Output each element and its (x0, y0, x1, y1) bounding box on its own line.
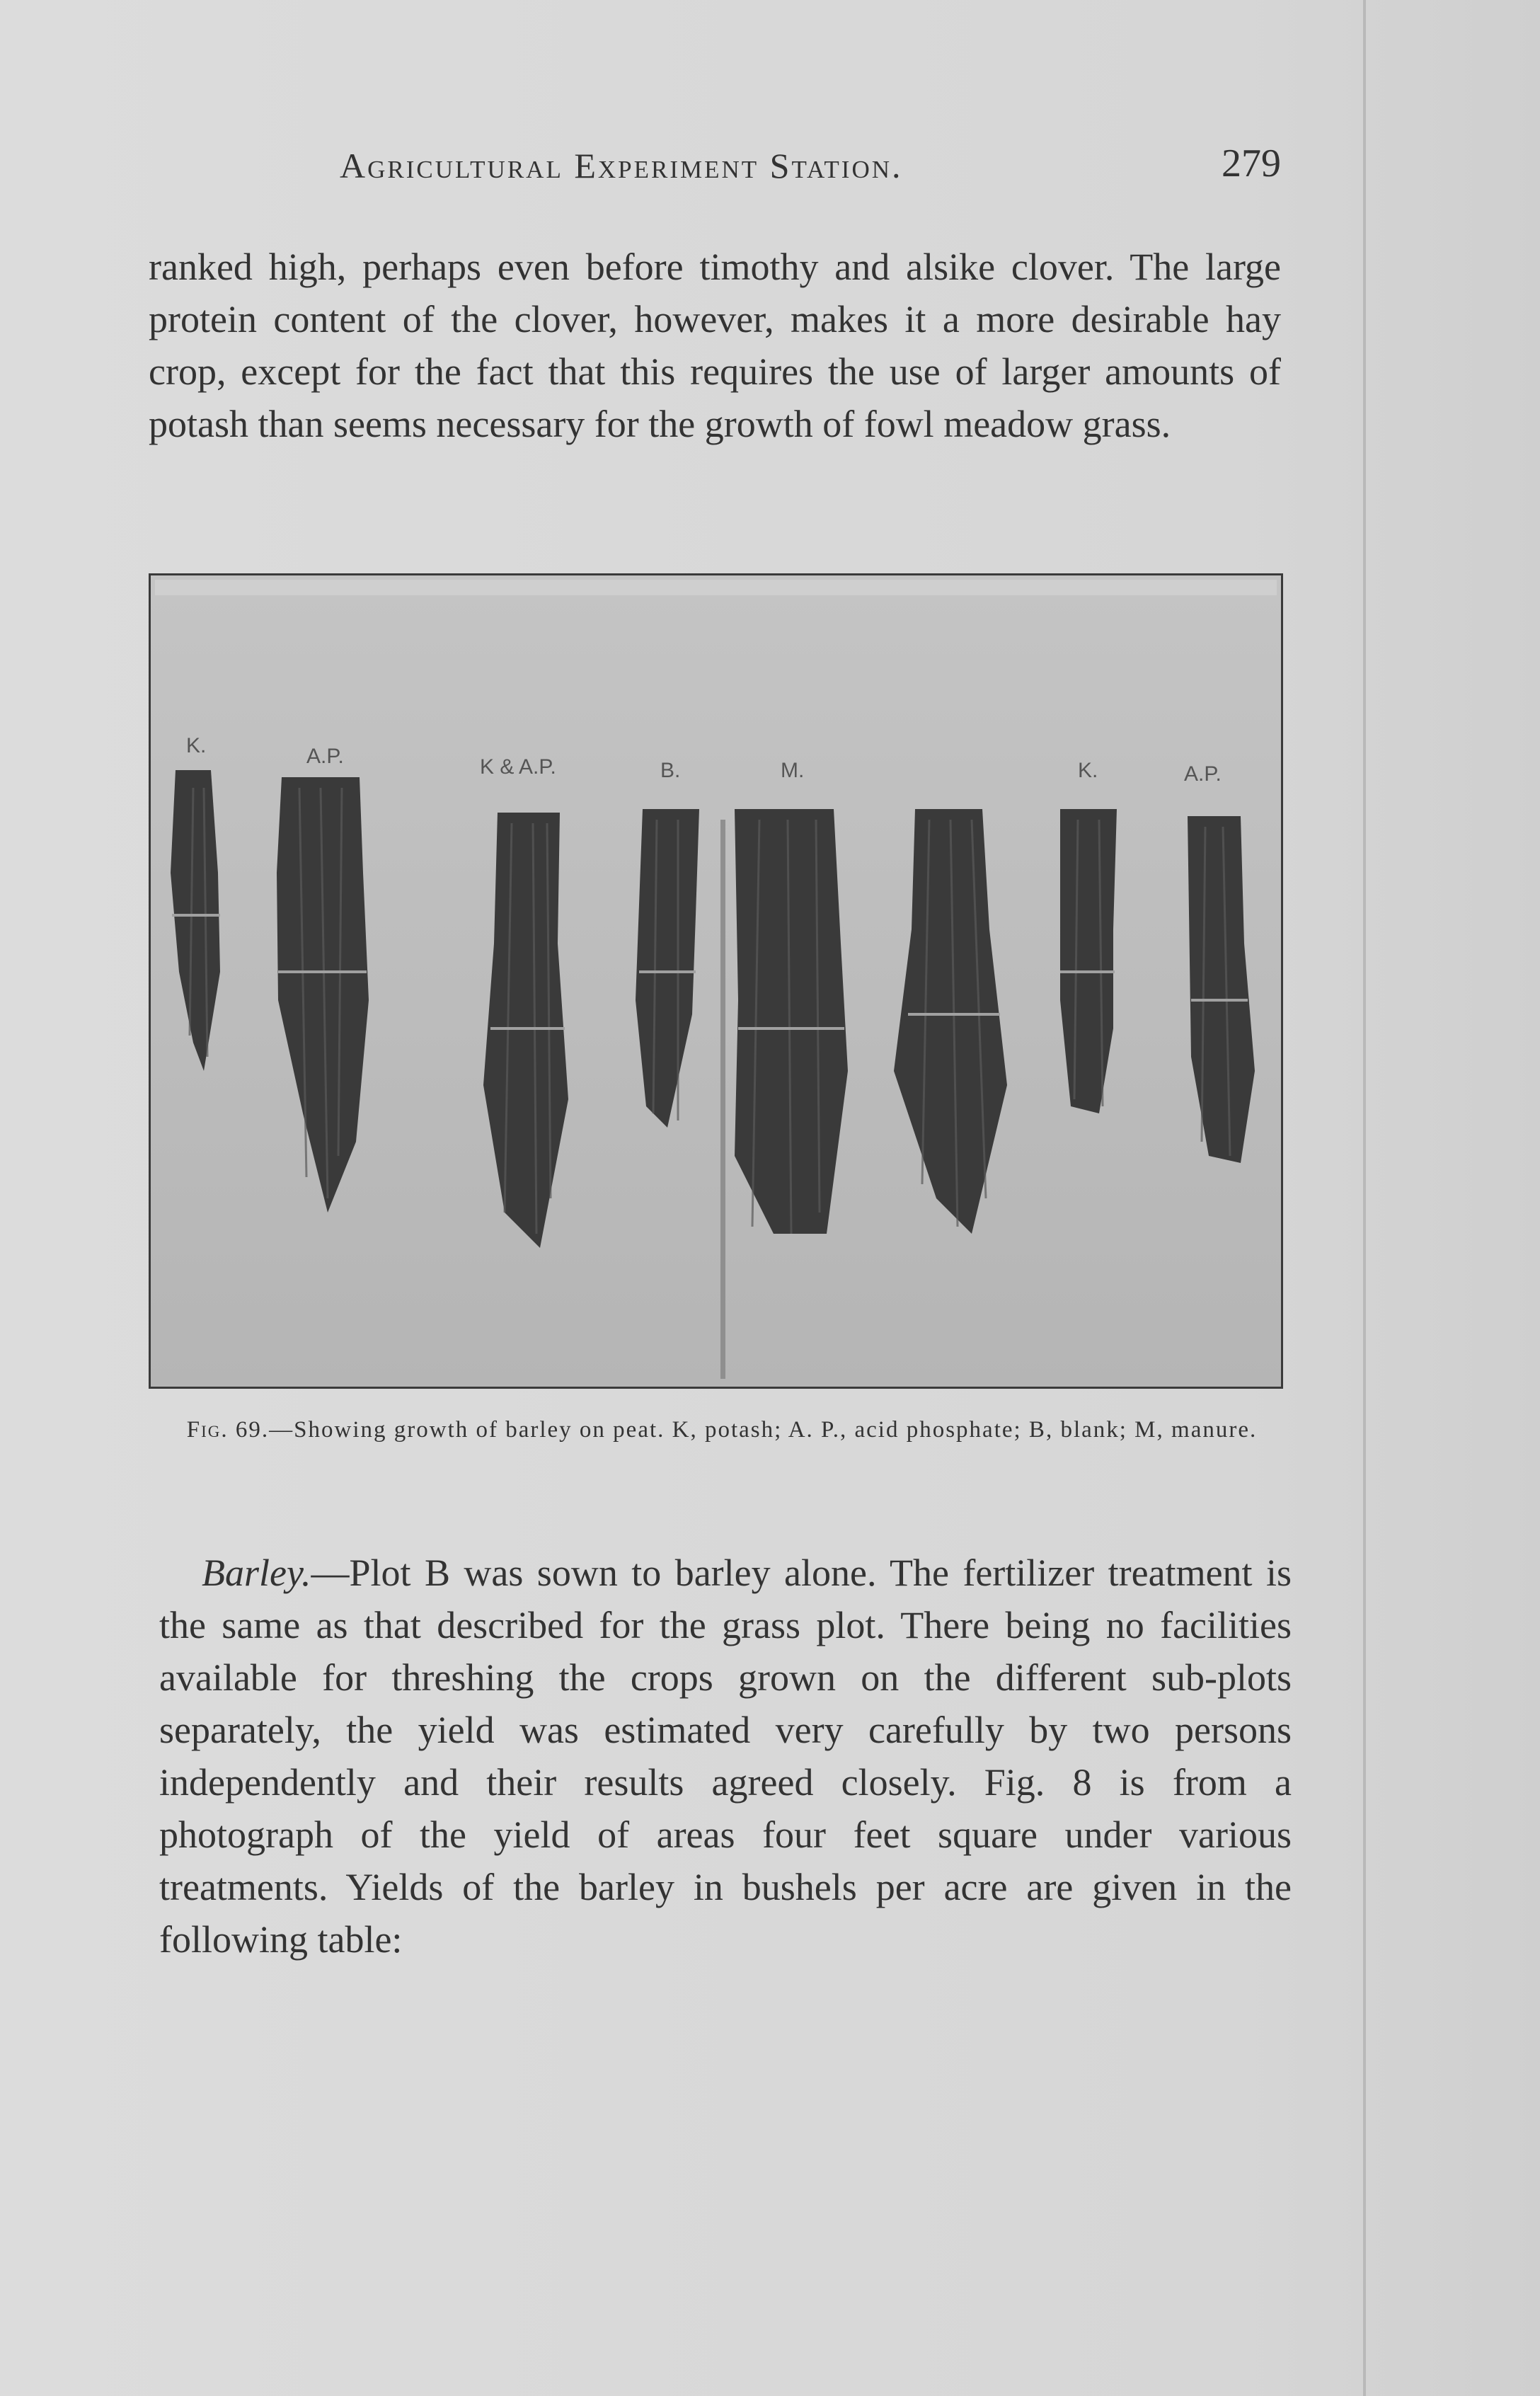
barley-bundles-photo (151, 575, 1281, 1387)
top-paragraph: ranked high, perhaps even before timothy and alsike clover. The large protein content of the clover, however, makes it a more desirable hay crop, except for the fact that this requires the use of larger amounts of potash than seems necessary for the growth of fowl meadow grass. (149, 246, 1281, 445)
section-lead-barley: Barley. (202, 1552, 311, 1594)
plot-label-k-ap: K & A.P. (480, 755, 556, 779)
page-number: 279 (1222, 142, 1281, 185)
figure-caption-text: —Showing growth of barley on peat. K, potash; A. P., acid phosphate; B, blank; M, manure. (269, 1417, 1258, 1443)
plot-label-m: M. (781, 759, 805, 782)
plot-label-k-2: K. (1078, 759, 1098, 782)
page-header (340, 142, 1281, 195)
measuring-stick (720, 820, 725, 1379)
figure-photograph (149, 573, 1283, 1389)
plot-label-ap: A.P. (306, 745, 344, 768)
figure-caption (156, 1416, 1288, 1444)
plot-label-b: B. (660, 759, 681, 782)
plot-label-k: K. (186, 734, 207, 757)
running-title: Agricultural Experiment Station. (340, 146, 903, 185)
page-edge (1363, 0, 1366, 2396)
figure-caption-label: Fig. 69. (186, 1417, 270, 1443)
bottom-paragraph-text: —Plot B was sown to barley alone. The fertilizer treatment is the same as that described for the grass plot. There being no facilities available for threshing the crops grown on the different sub-plots separately, the yield was estimated very carefully by two persons independently and their results agreed closely. Fig. 8 is from a photograph of the yield of areas four feet square under various treatments. Yields of the barley in bushels per acre are given in the following table: (159, 1552, 1292, 1961)
bottom-paragraph (159, 1547, 1292, 1966)
plot-label-ap-2: A.P. (1184, 762, 1222, 786)
